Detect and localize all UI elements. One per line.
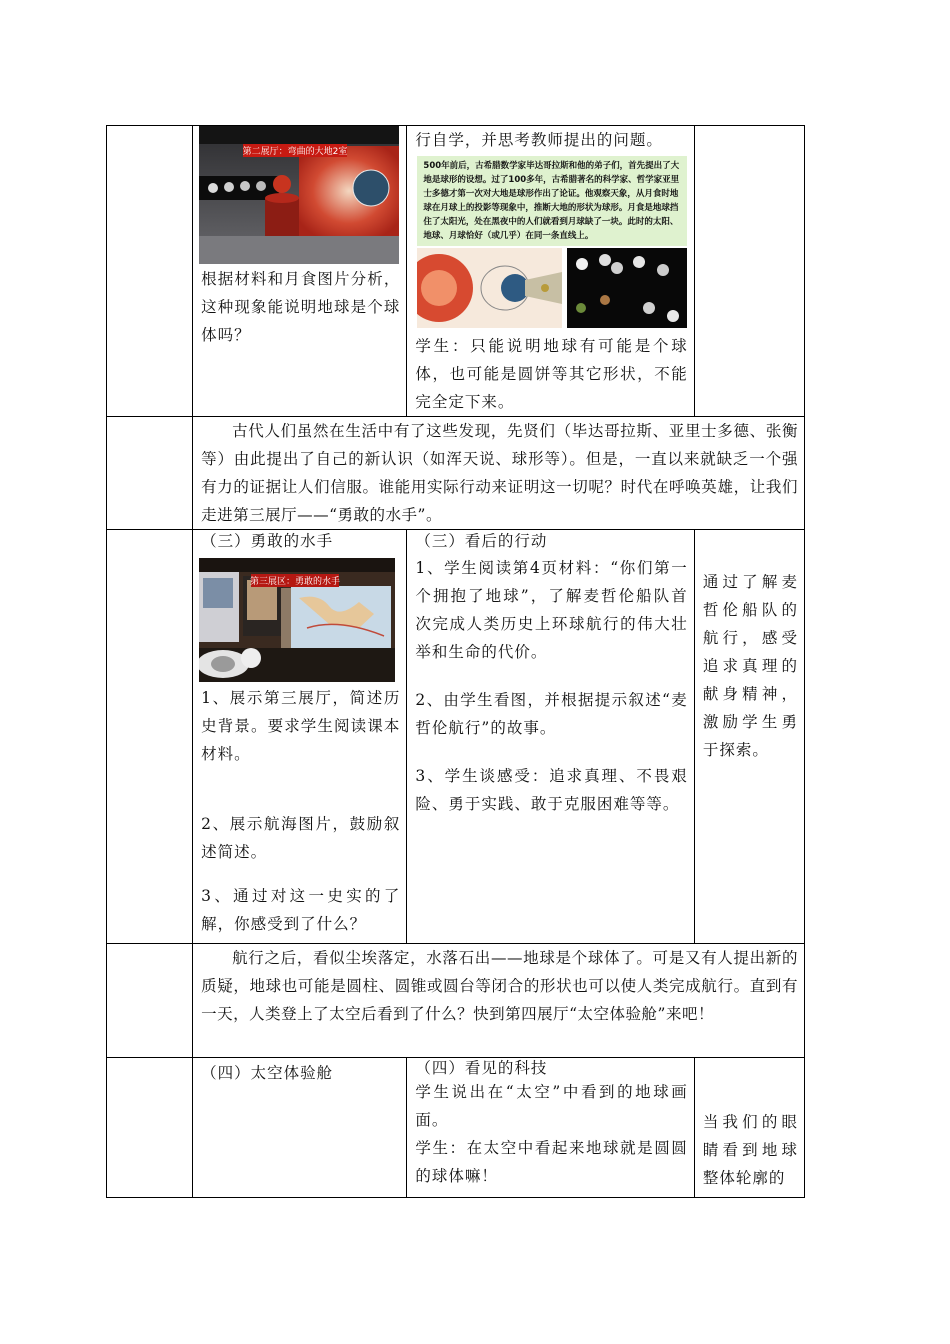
row3-col4: [694, 530, 804, 944]
row5-col2-title: （四）太空体验舱: [201, 1064, 334, 1082]
row3-col2-step2: 2、展示航海图片，鼓励叙述简述。: [201, 815, 401, 861]
row1-col1-empty: [107, 126, 193, 417]
table-row-hall-four: [107, 1058, 805, 1198]
row5-col3-p1: 学生说出在“太空”中看到的地球画面。: [415, 1083, 688, 1129]
row3-col2-title: （三）勇敢的水手: [201, 532, 334, 550]
table-row-hall-three: [107, 530, 805, 944]
row3-col2: [193, 530, 407, 944]
row3-col3-step2: 2、由学生看图，并根据提示叙述“麦哲伦航行”的故事。: [415, 691, 688, 737]
lunar-eclipse-note: 500年前后，古希腊数学家毕达哥拉斯和他的弟子们，首先提出了大地是球形的设想。过了100多年，古希腊著名的科学家、哲学家亚里士多德才第一次对大地是球形作出了论证。他观察天象，从月食时地球在月球上的投影等现象中，推断大地的形状为球形。月食是地球挡住了太阳光，处在黑夜中的人们就看到月球缺了一块。此时的太阳、地球、月球恰好（或几乎）在同一条直线上。: [417, 156, 687, 246]
row1-col2-question: 根据材料和月食图片分析，这种现象能说明地球是个球体吗？: [201, 270, 401, 344]
row5-col4: [694, 1058, 804, 1198]
row5-col4-goal: 当我们的眼睛看到地球整体轮廓的: [702, 1113, 798, 1187]
lesson-plan-table: [106, 125, 805, 1198]
row2-paragraph: 古代人们虽然在生活中有了这些发现，先贤们（毕达哥拉斯、亚里士多德、张衡等）由此提出了自己的新认识（如浑天说、球形等）。但是，一直以来就缺乏一个强有力的证据让人们信服。谁能用实际行动来证明这一切呢？时代在呼唤英雄，让我们走进第三展厅——“勇敢的水手”。: [201, 422, 798, 524]
row1-col3-student-answer: 学生：只能说明地球有可能是个球体，也可能是圆饼等其它形状，不能完全定下来。: [415, 337, 688, 411]
row3-col3-title: （三）看后的行动: [415, 532, 548, 550]
row4-paragraph: 航行之后，看似尘埃落定，水落石出——地球是个球体了。可是又有人提出新的质疑，地球也可能是圆柱、圆锥或圆台等闭合的形状也可以使人类完成航行。直到有一天，人类登上了太空后看到了什么？快到第四展厅“太空体验舱”来吧！: [201, 949, 798, 1023]
table-row-transition-one: [107, 417, 805, 530]
row1-col4-empty: [694, 126, 804, 417]
row4-merged: [193, 944, 805, 1058]
row2-merged: [193, 417, 805, 530]
row3-col4-goal: 通过了解麦哲伦船队的航行，感受追求真理的献身精神，激励学生勇于探索。: [702, 573, 798, 759]
row1-col2: [193, 126, 407, 417]
row4-col1-empty: [107, 944, 193, 1058]
hall-three-photo-sign: 第三展区：勇敢的水手: [250, 577, 341, 587]
hall-two-photo-sign: 第二展厅：弯曲的大地2室: [242, 147, 348, 157]
row5-col3: [407, 1058, 694, 1198]
row3-col2-step3: 3、通过对这一史实的了解，你感受到了什么？: [201, 887, 401, 933]
row5-col3-p2: 学生：在太空中看起来地球就是圆圆的球体嘛！: [415, 1139, 688, 1185]
hall-two-photo: [199, 126, 399, 264]
row2-col1-empty: [107, 417, 193, 530]
row5-col3-title: （四）看见的科技: [415, 1059, 548, 1077]
row3-col2-step1: 1、展示第三展厅，简述历史背景。要求学生阅读课本材料。: [201, 689, 401, 763]
table-row-hall-two: [107, 126, 805, 417]
row3-col1-empty: [107, 530, 193, 944]
row1-col3-top-text: 行自学，并思考教师提出的问题。: [415, 131, 663, 149]
row3-col3-step3: 3、学生谈感受：追求真理、不畏艰险、勇于实践、敢于克服困难等等。: [415, 767, 688, 813]
row5-col2: [193, 1058, 407, 1198]
eclipse-diagrams: [417, 248, 687, 328]
row3-col3-step1: 1、学生阅读第4页材料：“你们第一个拥抱了地球”，了解麦哲伦船队首次完成人类历史上环球航行的伟大壮举和生命的代价。: [415, 559, 688, 661]
table-row-transition-two: [107, 944, 805, 1058]
row1-col3: [407, 126, 694, 417]
lunar-eclipse-figure: [417, 156, 687, 328]
hall-three-photo: [199, 558, 395, 682]
row5-col1-empty: [107, 1058, 193, 1198]
row3-col3: [407, 530, 694, 944]
